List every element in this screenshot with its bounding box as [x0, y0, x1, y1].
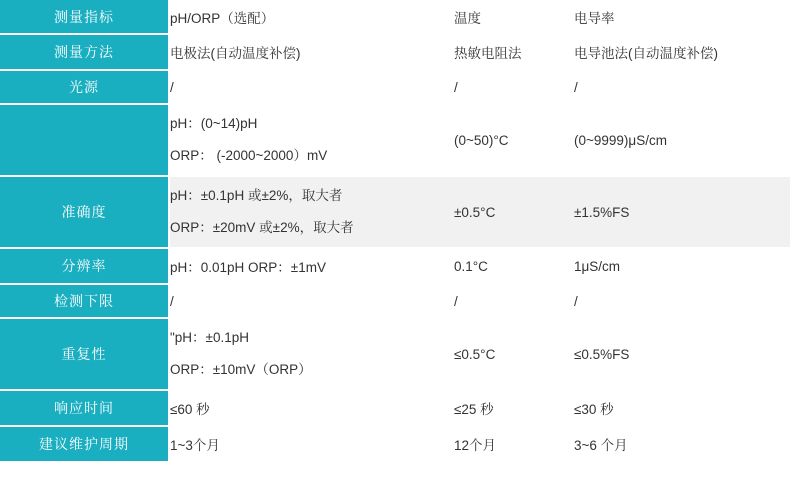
value-line: ORP：±20mV 或±2%，取大者	[170, 220, 354, 235]
row-value-temperature: ≤0.5°C	[454, 318, 574, 390]
row-value-temperature: /	[454, 70, 574, 104]
row-value-conductivity: 电导池法(自动温度补偿)	[574, 34, 790, 70]
row-value-conductivity: (0~9999)μS/cm	[574, 104, 790, 176]
row-value-ph-orp: 1~3个月	[169, 426, 454, 462]
row-value-temperature: 12个月	[454, 426, 574, 462]
row-value-conductivity: 1μS/cm	[574, 248, 790, 284]
row-value-temperature: ±0.5°C	[454, 176, 574, 248]
row-value-ph-orp	[169, 176, 454, 248]
row-value-ph-orp: /	[169, 70, 454, 104]
row-value-ph-orp	[169, 318, 454, 390]
value-line: ORP： (-2000~2000）mV	[170, 148, 328, 163]
row-value-conductivity: ≤0.5%FS	[574, 318, 790, 390]
table-row	[0, 318, 790, 390]
value-line: "pH：±0.1pH	[170, 330, 249, 345]
row-label	[0, 104, 169, 176]
row-value-temperature: 温度	[454, 0, 574, 34]
table-row	[0, 284, 790, 318]
row-value-ph-orp	[169, 104, 454, 176]
row-value-temperature: /	[454, 284, 574, 318]
row-value-conductivity: ±1.5%FS	[574, 176, 790, 248]
row-value-ph-orp: pH/ORP（选配）	[169, 0, 454, 34]
value-line: pH：±0.1pH 或±2%，取大者	[170, 188, 343, 203]
row-label: 分辨率	[0, 248, 169, 284]
table-row	[0, 70, 790, 104]
table-row	[0, 34, 790, 70]
table-row	[0, 248, 790, 284]
row-value-ph-orp: /	[169, 284, 454, 318]
row-label: 测量指标	[0, 0, 169, 34]
row-label: 重复性	[0, 318, 169, 390]
row-label: 光源	[0, 70, 169, 104]
table-row	[0, 426, 790, 462]
table-row	[0, 104, 790, 176]
row-value-ph-orp: ≤60 秒	[169, 390, 454, 426]
row-label: 准确度	[0, 176, 169, 248]
value-line: ORP：±10mV（ORP）	[170, 362, 312, 377]
row-value-temperature: ≤25 秒	[454, 390, 574, 426]
row-label: 建议维护周期	[0, 426, 169, 462]
table-row	[0, 390, 790, 426]
row-label: 响应时间	[0, 390, 169, 426]
row-value-conductivity: ≤30 秒	[574, 390, 790, 426]
row-value-conductivity: /	[574, 284, 790, 318]
row-label: 检测下限	[0, 284, 169, 318]
row-value-temperature: 热敏电阻法	[454, 34, 574, 70]
row-value-conductivity: /	[574, 70, 790, 104]
table-row	[0, 176, 790, 248]
row-value-conductivity: 电导率	[574, 0, 790, 34]
row-value-temperature: 0.1°C	[454, 248, 574, 284]
row-value-temperature: (0~50)°C	[454, 104, 574, 176]
value-line: pH：(0~14)pH	[170, 116, 258, 131]
table-row	[0, 0, 790, 34]
row-value-ph-orp: 电极法(自动温度补偿)	[169, 34, 454, 70]
row-value-conductivity: 3~6 个月	[574, 426, 790, 462]
row-label: 测量方法	[0, 34, 169, 70]
row-value-ph-orp: pH：0.01pH ORP：±1mV	[169, 248, 454, 284]
